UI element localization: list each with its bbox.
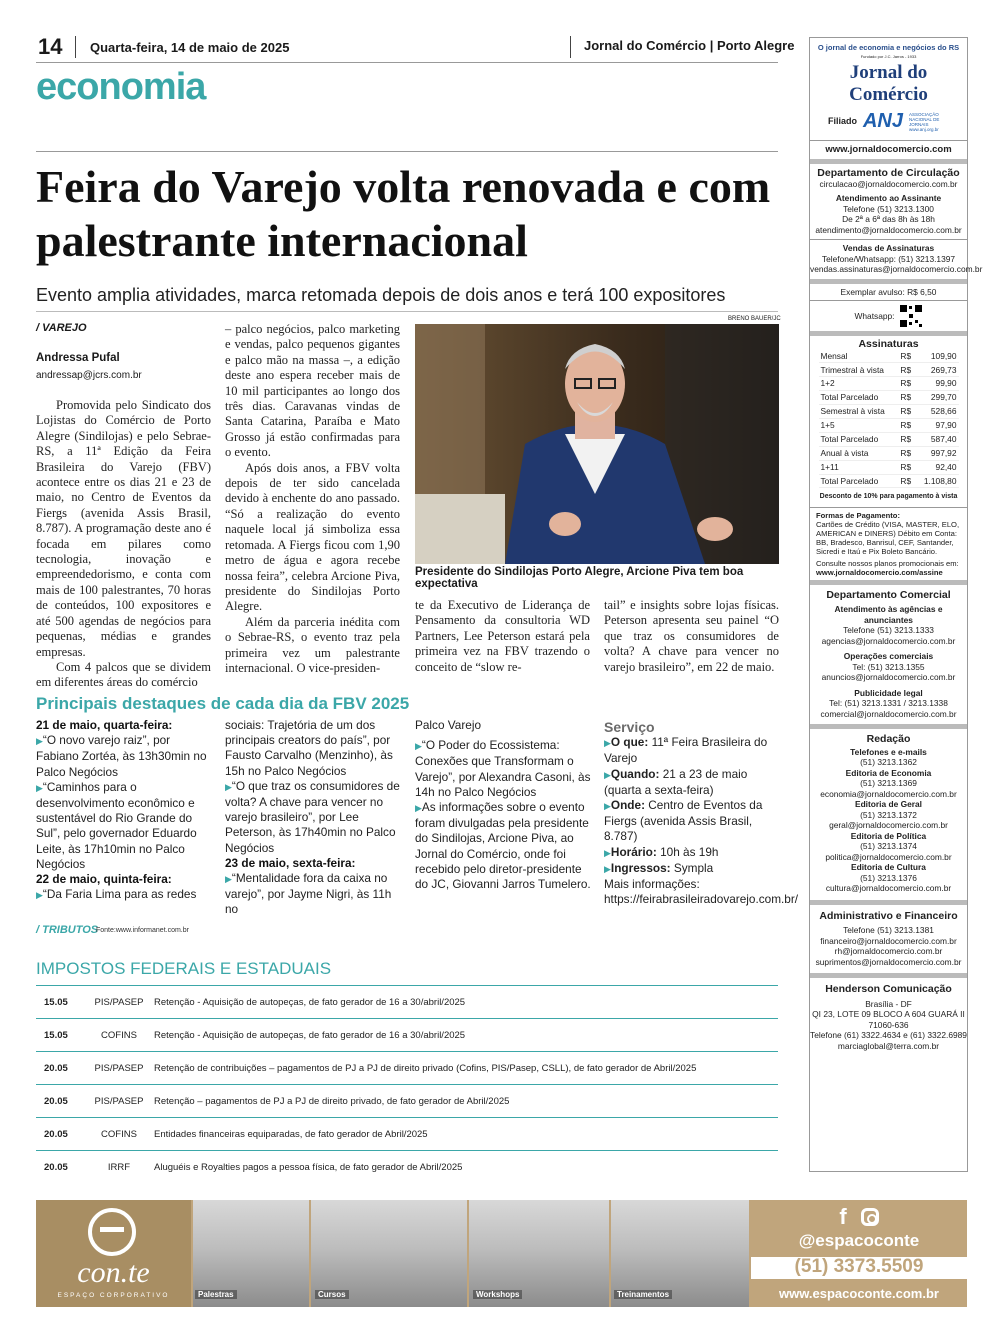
ed-geral-title: Editoria de Geral (854, 799, 923, 810)
price-currency: R$ (898, 377, 915, 391)
triangle-bullet-icon: ▶ (604, 769, 611, 780)
ed-cultura-title: Editoria de Cultura (851, 862, 926, 873)
henderson-phone: Telefone (61) 3322.4634 e (61) 3322.6989 (810, 1030, 967, 1041)
section-rule (36, 151, 778, 152)
sidebar-website[interactable]: www.jornaldocomercio.com (825, 143, 952, 155)
triangle-bullet-icon: ▶ (36, 736, 43, 747)
assinante-title: Atendimento ao Assinante (835, 193, 942, 203)
operacoes-email[interactable]: anuncios@jornaldocomercio.com.br (821, 672, 956, 683)
tax-date: 15.05 (36, 1019, 84, 1052)
jornal-logo: Jornal do Comércio (849, 61, 928, 105)
operacoes-title: Operações comerciais (843, 651, 934, 662)
ad-label: Workshops (473, 1290, 522, 1299)
tax-date: 20.05 (36, 1085, 84, 1118)
list-item-continued: sociais: Trajetória de um dos principais creators do país”, por Fausto Carvalho (Menzinho), às 15h no Palco Negócios (225, 718, 393, 778)
filiado-label: Filiado (827, 116, 857, 127)
price-label: Anual à vista (819, 446, 899, 460)
author-email[interactable]: andressap@jcrs.com.br (36, 370, 142, 381)
price-label: Trimestral à vista (819, 363, 899, 377)
ed-economia-phone: (51) 3213.1369 (860, 778, 917, 789)
avulso-price: Exemplar avulso: R$ 6,50 (840, 286, 937, 297)
comercial-title: Departamento Comercial (826, 588, 951, 601)
henderson-cep: 71060-636 (868, 1019, 909, 1030)
agencias-phone: Telefone (51) 3213.1333 (843, 625, 934, 636)
highlights-column-3 (415, 718, 591, 892)
tax-row (36, 1118, 778, 1151)
price-value: 92,40 (916, 460, 959, 474)
whatsapp-row (810, 301, 967, 331)
tax-table (36, 985, 778, 1183)
subheadline: Evento amplia atividades, marca retomada depois de dois anos e terá 100 expositores (36, 285, 726, 305)
tax-description: Retenção - Aquisição de autopeças, de fato gerador de 16 a 30/abril/2025 (154, 986, 778, 1019)
legal-email[interactable]: comercial@jornaldocomercio.com.br (820, 708, 957, 719)
tax-date: 20.05 (36, 1052, 84, 1085)
tributos-source: Fonte:www.informanet.com.br (96, 927, 189, 934)
servico-more-info[interactable]: Mais informações: https://feirabrasileiradovarejo.com.br/ (604, 877, 799, 907)
ad-handle[interactable]: @espacoconte (798, 1231, 920, 1250)
adm-email-2[interactable]: rh@jornaldocomercio.com.br (834, 946, 943, 957)
henderson-city: Brasília - DF (865, 998, 912, 1009)
price-value: 1.108,80 (916, 474, 959, 488)
price-currency: R$ (898, 350, 915, 363)
consulte-text: Consulte nossos planos promocionais em: (816, 558, 959, 568)
price-label: Mensal (819, 350, 899, 363)
price-row (819, 363, 959, 377)
list-item: ▶“O novo varejo raiz”, por Fabiano Zortéa, às 13h30min no Palco Negócios (36, 733, 207, 779)
tax-description: Retenção – pagamentos de PJ a PJ de direito privado, de fato gerador de Abril/2025 (154, 1085, 778, 1118)
price-value: 109,90 (916, 350, 959, 363)
list-item: ▶“Mentalidade fora da caixa no varejo”, por Jayme Nigri, às 11h no (225, 871, 392, 917)
paragraph: Com 4 palcos que se dividem em diferentes áreas do comércio (36, 659, 211, 690)
list-item: ▶“Caminhos para o desenvolvimento econômico e sustentável do Rio Grande do Sul”, pelo governador Eduardo Leite, às 17h10min no Palco Negócios (36, 779, 197, 871)
triangle-bullet-icon: ▶ (415, 803, 422, 814)
list-item-continued: Palco Varejo (415, 718, 482, 732)
servico-item: ▶O que: 11ª Feira Brasileira do Varejo (604, 735, 768, 766)
author-name: Andressa Pufal (36, 352, 120, 364)
highlights-column-1 (36, 718, 214, 903)
article-column-2 (225, 322, 400, 676)
vendas-phone: Telefone/Whatsapp: (51) 3213.1397 (821, 253, 956, 264)
ad-contact-block (751, 1200, 967, 1307)
ad-brand-sub: ESPAÇO CORPORATIVO (57, 1292, 170, 1299)
price-table (819, 350, 959, 489)
triangle-bullet-icon: ▶ (36, 890, 43, 901)
page-date: Quarta-feira, 14 de maio de 2025 (90, 40, 290, 55)
ed-politica-phone: (51) 3213.1374 (860, 841, 917, 852)
tax-row (36, 1052, 778, 1085)
article-photo (415, 324, 779, 564)
ad-label: Treinamentos (614, 1290, 672, 1299)
paragraph: Após dois anos, a FBV volta depois de ter sido cancelada devido à enchente do ano passado. “Só a realização do evento naquele local já simboliza essa retomada. A Fiergs ficou com 1,90 metro de água e agora recebe nossa feira”, celebra Arcione Piva, presidente do Sindilojas Porto Alegre. (225, 460, 400, 614)
paragraph: tail” e insights sobre lojas físicas. Peterson apresenta seu painel “O que traz os consumidores de volta? A chave para vencer no varejo brasileiro”, em 22 de maio. (604, 598, 779, 674)
redacao-title: Redação (866, 733, 911, 746)
price-row (819, 391, 959, 405)
ad-social-icons (833, 1206, 879, 1228)
henderson-email[interactable]: marciaglobal@terra.com.br (837, 1040, 940, 1051)
tax-type: IRRF (84, 1151, 154, 1184)
price-row (819, 350, 959, 363)
price-value: 299,70 (916, 391, 959, 405)
desconto-note: Desconto de 10% para pagamento à vista (819, 493, 958, 501)
adm-title: Administrativo e Financeiro (819, 909, 958, 922)
ad-phone[interactable]: (51) 3373.5509 (794, 1256, 924, 1277)
formas-pagamento (810, 508, 967, 580)
triangle-bullet-icon: ▶ (415, 741, 422, 752)
tax-type: COFINS (84, 1019, 154, 1052)
henderson-title: Henderson Comunicação (825, 983, 952, 996)
ad-label: Palestras (195, 1290, 237, 1299)
tax-description: Retenção - Aquisição de autopeças, de fato gerador de 16 a 30/abril/2025 (154, 1019, 778, 1052)
header-divider (75, 36, 76, 58)
circulacao-email[interactable]: circulacao@jornaldocomercio.com.br (819, 178, 958, 189)
anj-row (810, 112, 967, 132)
tel-emails-title: Telefones e e-mails (850, 746, 927, 757)
formas-title: Formas de Pagamento: (816, 510, 900, 520)
day-heading: 21 de maio, quarta-feira: (36, 718, 173, 732)
price-label: 1+5 (819, 418, 899, 432)
price-row (819, 446, 959, 460)
tax-type: PIS/PASEP (84, 1052, 154, 1085)
ed-politica-title: Editoria de Política (850, 830, 927, 841)
price-currency: R$ (898, 405, 915, 419)
day-heading: 22 de maio, quinta-feira: (36, 872, 172, 887)
photo-credit: BRENO BAUER/JC (728, 316, 781, 322)
ed-geral-email[interactable]: geral@jornaldocomercio.com.br (829, 820, 948, 831)
photo-illustration (415, 324, 779, 564)
triangle-bullet-icon: ▶ (36, 782, 43, 793)
price-currency: R$ (898, 418, 915, 432)
price-value: 269,73 (916, 363, 959, 377)
tax-date: 20.05 (36, 1151, 84, 1184)
publication-name: Jornal do Comércio | Porto Alegre (584, 38, 795, 53)
whatsapp-label: Whatsapp: (854, 310, 895, 321)
facebook-icon[interactable]: f (839, 1204, 847, 1229)
list-item: ▶As informações sobre o evento foram divulgadas pela presidente do Sindilojas, Arcione Piva, ao Jornal do Comércio, onde foi recebido pelo diretor-presidente do JC, Giovanni Jarros Tumelero. (415, 800, 591, 892)
tax-row (36, 986, 778, 1019)
price-label: 1+11 (819, 460, 899, 474)
ed-cultura-phone: (51) 3213.1376 (860, 872, 917, 883)
triangle-bullet-icon: ▶ (604, 738, 611, 749)
ed-economia-email[interactable]: economia@jornaldocomercio.com.br (820, 788, 957, 799)
consulte-url[interactable]: www.jornaldocomercio.com/assine (816, 567, 943, 577)
triangle-bullet-icon: ▶ (604, 801, 611, 812)
ad-website[interactable]: www.espacoconte.com.br (779, 1286, 939, 1301)
impostos-title: IMPOSTOS FEDERAIS E ESTADUAIS (36, 959, 332, 978)
instagram-icon[interactable] (861, 1208, 879, 1226)
price-label: 1+2 (819, 377, 899, 391)
vendas-email[interactable]: vendas.assinaturas@jornaldocomercio.com.br (810, 264, 983, 274)
operacoes-phone: Tel: (51) 3213.1355 (852, 661, 925, 672)
price-row (819, 405, 959, 419)
triangle-bullet-icon: ▶ (225, 781, 232, 792)
triangle-bullet-icon: ▶ (604, 863, 611, 874)
highlights-column-2 (225, 718, 401, 918)
price-value: 99,90 (916, 377, 959, 391)
price-row (819, 432, 959, 446)
legal-title: Publicidade legal (854, 687, 923, 698)
tax-row (36, 1085, 778, 1118)
sidebar-founded: Fundado por J.C. Jarros - 1933 (860, 53, 917, 59)
paragraph: te da Executivo de Liderança de Pensamento da consultoria WD Partners, Lee Peterson estará pela primeira vez na FBV trazendo o conceito de “slow re- (415, 598, 590, 674)
header-rule (36, 62, 778, 63)
tel-emails-phone: (51) 3213.1362 (860, 757, 917, 768)
tax-description: Retenção de contribuições – pagamentos de PJ a PJ de direito privado (Cofins, PIS/Pasep, CSLL), de fato gerador de Abril/2025 (154, 1052, 778, 1085)
tax-description: Entidades financeiras equiparadas, de fato gerador de Abril/2025 (154, 1118, 778, 1151)
conte-logo-icon (88, 1208, 136, 1256)
price-currency: R$ (898, 391, 915, 405)
tax-date: 15.05 (36, 986, 84, 1019)
price-value: 587,40 (916, 432, 959, 446)
tax-description: Aluguéis e Royalties pagos a pessoa física, de fato gerador de Abril/2025 (154, 1151, 778, 1184)
paragraph: Além da parceria inédita com o Sebrae-RS, o evento traz pela primeira vez um palestrante internacional. O vice-presiden- (225, 614, 400, 675)
agencias-title: Atendimento às agências e anunciantes (834, 604, 943, 625)
anj-logo: ANJ (862, 110, 903, 133)
assinante-hours: De 2ª a 6ª das 8h às 18h (842, 214, 935, 224)
paragraph: Promovida pelo Sindicato dos Lojistas do Comércio de Porto Alegre (Sindilojas) e pelo Sebrae-RS, a 11ª Edição da Feira Brasileira do Varejo (FBV) acontece entre os dias 21 e 23 de maio, no Centro de Eventos da Fiergs (avenida Assis Brasil, 8.787). A programação deste ano é focada em pilares como tecnologia, inovação e empreendedorismo, e conta com mais de 100 palestrantes, 70 horas de conteúdos, 100 expositores e até 500 agendas de negócios para pequenas, médias e grandes empresas. (36, 398, 211, 659)
sidebar-tagline: O jornal de economia e negócios do RS (817, 43, 960, 52)
ed-cultura-email[interactable]: cultura@jornaldocomercio.com.br (825, 883, 952, 894)
header-divider (570, 36, 571, 58)
price-label: Total Parcelado (819, 474, 899, 488)
price-value: 997,92 (916, 446, 959, 460)
circulacao-title: Departamento de Circulação (817, 167, 960, 179)
ad-label: Cursos (315, 1290, 349, 1299)
servico-item: ▶Ingressos: Sympla (604, 860, 714, 875)
henderson-address: QI 23, LOTE 09 BLOCO A 604 GUARÁ II (812, 1009, 965, 1020)
price-label: Semestral à vista (819, 405, 899, 419)
price-currency: R$ (898, 446, 915, 460)
tax-type: COFINS (84, 1118, 154, 1151)
page-number: 14 (38, 34, 63, 59)
photo-caption: Presidente do Sindilojas Porto Alegre, Arcione Piva tem boa expectativa (415, 566, 744, 590)
anj-subtitle: ASSOCIAÇÃO NACIONAL DE JORNAIS www.anj.org.br (909, 111, 940, 132)
price-row (819, 377, 959, 391)
price-currency: R$ (898, 363, 915, 377)
ed-geral-phone: (51) 3213.1372 (860, 809, 917, 820)
formas-text: Cartões de Crédito (VISA, MASTER, ELO, AMERICAN e DINERS) Débito em Conta: BB, Bradesco, Banrisul, CEF, Santander, Sicredi e Itaú e Pix Boleto Bancário. (816, 519, 960, 556)
legal-phone: Tel: (51) 3213.1331 / 3213.1338 (829, 698, 948, 709)
adm-phone: Telefone (51) 3213.1381 (843, 925, 934, 936)
price-currency: R$ (898, 432, 915, 446)
ad-brand: con.te (77, 1256, 150, 1289)
tax-row (36, 1019, 778, 1052)
price-value: 528,66 (916, 405, 959, 419)
servico-title: Serviço (604, 719, 655, 735)
assinaturas-title: Assinaturas (858, 338, 919, 350)
tax-row (36, 1151, 778, 1184)
adm-email-3[interactable]: suprimentos@jornaldocomercio.com.br (815, 956, 962, 967)
tax-type: PIS/PASEP (84, 1085, 154, 1118)
article-column-1 (36, 398, 211, 691)
ed-economia-title: Editoria de Economia (845, 767, 932, 778)
article-tag: / VAREJO (36, 322, 87, 334)
ed-politica-email[interactable]: politica@jornaldocomercio.com.br (825, 851, 952, 862)
price-row (819, 474, 959, 488)
section-title: economia (36, 66, 206, 108)
article-column-3 (415, 598, 590, 675)
triangle-bullet-icon: ▶ (225, 874, 232, 885)
servico-item: ▶Onde: Centro de Eventos da Fiergs (avenida Assis Brasil, 8.787) (604, 798, 763, 844)
price-label: Total Parcelado (819, 432, 899, 446)
servico-item: ▶Quando: 21 a 23 de maio (quarta a sexta-feira) (604, 766, 748, 797)
price-value: 97,90 (916, 418, 959, 432)
adm-email-1[interactable]: financeiro@jornaldocomercio.com.br (820, 935, 957, 946)
servico-item: ▶Horário: 10h às 19h (604, 844, 719, 859)
masthead-sidebar (809, 37, 983, 1172)
price-row (819, 418, 959, 432)
tributos-tag: / TRIBUTOS (36, 924, 99, 936)
assinante-phone: Telefone (51) 3213.1300 (843, 203, 934, 214)
highlights-title: Principais destaques de cada dia da FBV 2025 (36, 694, 410, 713)
tax-date: 20.05 (36, 1118, 84, 1151)
price-currency: R$ (898, 460, 915, 474)
headline: Feira do Varejo volta renovada e com palestrante internacional (36, 161, 771, 266)
assinante-email[interactable]: atendimento@jornaldocomercio.com.br (815, 224, 962, 235)
day-heading: 23 de maio, sexta-feira: (225, 855, 356, 870)
paragraph: – palco negócios, palco marketing e vendas, palco pequenos gigantes e palco mão na massa –, a edição deste ano espera receber mais de 10 mil participantes ao longo dos três dias. Caravanas vindas de Santa Catarina, Paraíba e Mato Grosso já estão confirmadas para o evento. (225, 322, 400, 460)
ad-logo-block (36, 1200, 191, 1307)
price-currency: R$ (898, 474, 915, 488)
servico-box (604, 719, 799, 907)
list-item: ▶“O Poder do Ecossistema: Conexões que Transformam o Varejo”, por Alexandra Casoni, às 14h no Palco Negócios (415, 738, 591, 799)
list-item: ▶“O que traz os consumidores de volta? A chave para vencer no varejo brasileiro”, por Lee Peterson, às 17h40min no Palco Negócios (225, 778, 400, 855)
article-column-4 (604, 598, 779, 675)
price-row (819, 460, 959, 474)
agencias-email[interactable]: agencias@jornaldocomercio.com.br (821, 635, 956, 646)
price-label: Total Parcelado (819, 391, 899, 405)
triangle-bullet-icon: ▶ (604, 847, 611, 858)
headline-rule (36, 311, 778, 312)
qr-code-icon[interactable] (899, 304, 923, 328)
vendas-title: Vendas de Assinaturas (842, 243, 935, 253)
list-item: ▶“Da Faria Lima para as redes (36, 887, 197, 902)
tax-type: PIS/PASEP (84, 986, 154, 1019)
